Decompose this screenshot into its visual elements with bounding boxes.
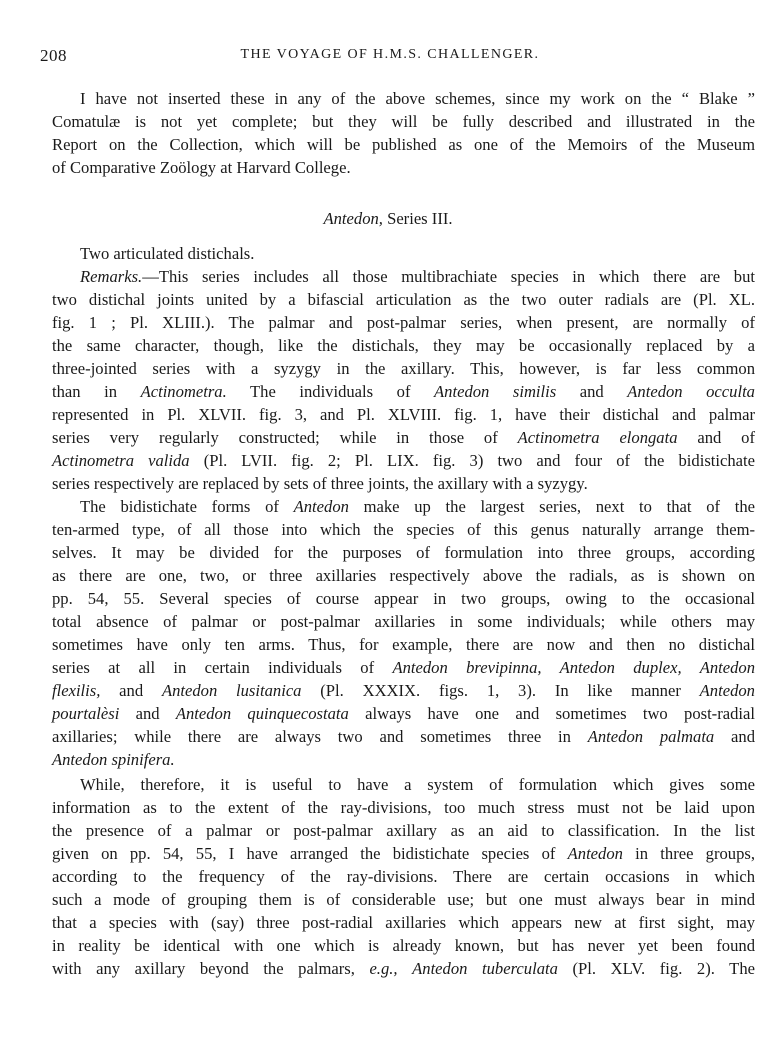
formulation-line-8: in reality be identical with one which is already known, but has never yet been found [52, 936, 755, 955]
text-run: in three groups, [622, 844, 755, 863]
species-name: flexilis, [52, 681, 101, 700]
running-title: THE VOYAGE OF H.M.S. CHALLENGER. [240, 47, 540, 62]
remarks-label: Remarks. [80, 267, 143, 286]
formulation-line-4 [52, 843, 755, 865]
text-run: and [714, 727, 755, 746]
formulation-line-7: that a species with (say) three post-radial axillaries which appears new at first sight, may [52, 913, 755, 932]
species-name: Antedon quinquecostata [175, 704, 349, 723]
formulation-line-2: information as to the extent of the ray-divisions, too much stress must not be laid upon [52, 798, 755, 817]
remarks-line-1 [80, 266, 755, 288]
species-name: Antedon palmata [587, 727, 715, 746]
species-name: Antedon [699, 681, 755, 700]
remarks-line-7: represented in Pl. XLVII. fig. 3, and Pl. XLVIII. fig. 1, have their distichal and palmar [52, 405, 755, 424]
species-name: Antedon lusitanica [161, 681, 302, 700]
bidistichate-line-5: pp. 54, 55. Several species of course appear in two groups, owing to the occasional [52, 589, 755, 608]
bidistichate-line-7: sometimes have only ten arms. Thus, for example, there are now and then no distichal [52, 635, 755, 654]
species-name: Antedon brevipinna, Antedon duplex, Antedon [392, 658, 755, 677]
text-run: The bidistichate forms of [80, 497, 294, 516]
species-name: Antedon [293, 497, 349, 516]
formulation-line-3: the presence of a palmar or post-palmar axillary as an aid to classification. In the list [52, 821, 755, 840]
text-run: and [100, 681, 162, 700]
intro-line-3: Report on the Collection, which will be published as one of the Memoirs of the Museum [52, 135, 755, 154]
species-name: Antedon [567, 844, 623, 863]
abbreviation: e.g., [369, 959, 398, 978]
text-run: and [119, 704, 176, 723]
text-run: than in [52, 382, 141, 401]
remarks-line-10: series respectively are replaced by sets of three joints, the axillary with a syzygy. [52, 474, 588, 493]
heading-genus: Antedon, [323, 209, 383, 228]
text-run: axillaries; while there are always two and sometimes three in [52, 727, 588, 746]
bidistichate-line-12 [52, 749, 175, 771]
species-name: Actinometra elongata [517, 428, 678, 447]
remarks-line-2: two distichal joints united by a bifascial articulation as the two outer radials are (Pl. XL. [52, 290, 755, 309]
text-run: make up the largest series, next to that of the [348, 497, 755, 516]
formulation-line-9 [52, 958, 755, 980]
remarks-line-8 [52, 427, 755, 449]
section-heading [0, 208, 776, 230]
species-name: Antedon occulta [627, 382, 755, 401]
text-run: and of [677, 428, 755, 447]
species-name: Actinometra. [140, 382, 227, 401]
text-run: with any axillary beyond the palmars, [52, 959, 370, 978]
text-run: and [556, 382, 628, 401]
bidistichate-line-6: total absence of palmar or post-palmar axillaries in some individuals; while others may [52, 612, 755, 631]
text-run: series very regularly constructed; while in those of [52, 428, 518, 447]
page-header [40, 46, 740, 70]
bidistichate-line-2: ten-armed type, of all those into which the species of this genus naturally arrange them- [52, 520, 755, 539]
remarks-line-4: the same character, though, like the distichals, they may be occasionally replaced by a [52, 336, 755, 355]
remarks-line-3: fig. 1 ; Pl. XLIII.). The palmar and post-palmar series, when present, are normally of [52, 313, 755, 332]
intro-line-4: of Comparative Zoölogy at Harvard College. [52, 158, 351, 177]
remarks-line-9 [52, 450, 755, 472]
text-run [398, 959, 413, 978]
bidistichate-line-3: selves. It may be divided for the purposes of formulation into three groups, according [52, 543, 755, 562]
text-run: (Pl. XLV. fig. 2). The [557, 959, 755, 978]
species-name: pourtalèsi [52, 704, 120, 723]
species-name: Antedon tuberculata [412, 959, 558, 978]
formulation-line-5: according to the frequency of the ray-divisions. There are certain occasions in which [52, 867, 755, 886]
formulation-line-6: such a mode of grouping them is of considerable use; but one must always bear in mind [52, 890, 755, 909]
text-run: (Pl. XXXIX. figs. 1, 3). In like manner [301, 681, 700, 700]
text-run: series at all in certain individuals of [52, 658, 393, 677]
page-number: 208 [40, 46, 67, 65]
bidistichate-line-11 [52, 726, 755, 748]
species-name: Antedon spinifera. [52, 750, 175, 769]
formulation-line-1: While, therefore, it is useful to have a system of formulation which gives some [80, 775, 755, 794]
text-run: given on pp. 54, 55, I have arranged the bidistichate species of [52, 844, 568, 863]
remarks-text: —This series includes all those multibrachiate species in which there are but [142, 267, 755, 286]
intro-line-2: Comatulæ is not yet complete; but they will be fully described and illustrated in the [52, 112, 755, 131]
text-run: always have one and sometimes two post-radial [348, 704, 755, 723]
text-run: (Pl. LVII. fig. 2; Pl. LIX. fig. 3) two and four of the bidistichate [189, 451, 755, 470]
bidistichate-line-4: as there are one, two, or three axillaries respectively above the radials, as is shown on [52, 566, 755, 585]
heading-series: Series III. [382, 209, 453, 228]
species-name: Actinometra valida [52, 451, 190, 470]
bidistichate-line-1 [80, 496, 755, 518]
bidistichate-line-10 [52, 703, 755, 725]
intro-line-1: I have not inserted these in any of the above schemes, since my work on the “ Blake ” [80, 89, 755, 108]
subheading: Two articulated distichals. [80, 244, 255, 263]
bidistichate-line-8 [52, 657, 755, 679]
remarks-line-5: three-jointed series with a syzygy in the axillary. This, however, is far less common [52, 359, 755, 378]
text-run: The individuals of [226, 382, 435, 401]
species-name: Antedon similis [434, 382, 557, 401]
remarks-line-6 [52, 381, 755, 403]
bidistichate-line-9 [52, 680, 755, 702]
